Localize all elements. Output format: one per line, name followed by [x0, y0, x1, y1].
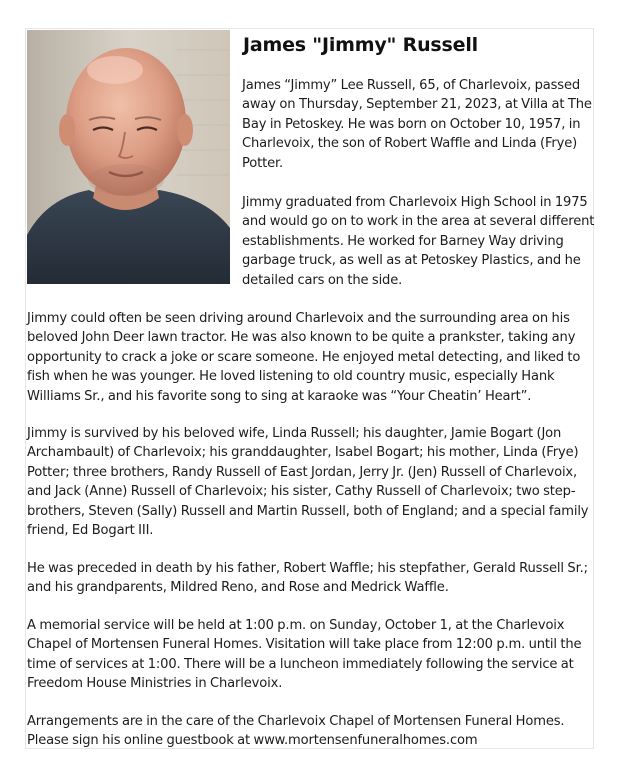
paragraph-services: A memorial service will be held at 1:00 p.m. on Sunday, October 1, at the Charlevoix Chapel of Mortensen Funeral Homes. Visitation will take place from 12:00 p.m. until the time of services at 1:00. There will be a luncheon immediately following the service at Freedom House Ministries in Charlevoix.	[27, 618, 582, 692]
paragraph-arrangements: Arrangements are in the care of the Charlevoix Chapel of Mortensen Funeral Homes. Please sign his online guestbook at www.mortensenfuneralhomes.com	[27, 714, 565, 749]
paragraph-hobbies: Jimmy could often be seen driving around Charlevoix and the surrounding area on his beloved John Deer lawn tractor. He was also known to be quite a prankster, taking any opportunity to crack a joke or scare someone. He enjoyed metal detecting, and liked to fish when he was younger. He loved listening to old country music, especially Hank Williams Sr., and his favorite song to sing at karaoke was “Your Cheatin’ Heart”.	[27, 311, 581, 404]
paragraph-survivors: Jimmy is survived by his beloved wife, Linda Russell; his daughter, Jamie Bogart (Jon Archambault) of Charlevoix; his granddaughter, Isabel Bogart; his mother, Linda (Frye) Potter; three brothers, Randy Russell of East Jordan, Jerry Jr. (Jen) Russell of Charlevoix, and Jack (Anne) Russell of Charlevoix; his sister, Cathy Russell of Charlevoix; two step-brothers, Steven (Sally) Russell and Martin Russell, both of England; and a special family friend, Ed Bogart III.	[27, 426, 589, 539]
portrait-photo	[27, 30, 230, 284]
obituary-title: James "Jimmy" Russell	[243, 34, 478, 56]
paragraph-career: Jimmy graduated from Charlevoix High School in 1975 and would go on to work in the area at several different establishments. He worked for Barney Way driving garbage truck, as well as at Petoskey Plastics, and he detailed cars on the side.	[242, 195, 595, 288]
paragraph-preceded: He was preceded in death by his father, Robert Waffle; his stepfather, Gerald Russell Sr.; and his grandparents, Mildred Reno, and Rose and Medrick Waffle.	[27, 561, 588, 596]
paragraph-intro: James “Jimmy” Lee Russell, 65, of Charlevoix, passed away on Thursday, September 21, 2023, at Villa at The Bay in Petoskey. He was born on October 10, 1957, in Charlevoix, the son of Robert Waffle and Linda (Frye) Potter.	[242, 78, 592, 171]
